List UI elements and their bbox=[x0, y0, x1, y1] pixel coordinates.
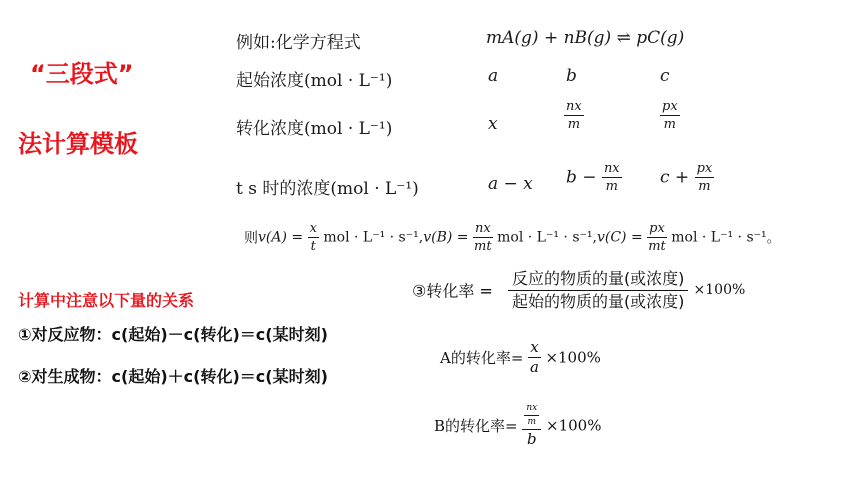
rate-unit: mol · L⁻¹ · s⁻¹ bbox=[671, 229, 767, 246]
title-line-1: “三段式” bbox=[30, 60, 134, 88]
rate-b-label: v(B) = bbox=[423, 229, 469, 246]
row-initial-c: c bbox=[660, 66, 670, 86]
frac-denominator: t bbox=[310, 239, 316, 254]
row-time-b-prefix: b − bbox=[566, 167, 597, 188]
frac-denominator: mt bbox=[648, 239, 666, 254]
a-conversion-label: A的转化率= bbox=[440, 349, 524, 367]
rate-unit: mol · L⁻¹ · s⁻¹ bbox=[323, 229, 419, 246]
frac-denominator: m bbox=[698, 179, 711, 194]
frac-numerator: x bbox=[530, 338, 539, 356]
notes-line-2: ②对生成物：c(起始)＋c(转化)＝c(某时刻) bbox=[18, 367, 328, 386]
row-initial-label: 起始浓度(mol · L⁻¹) bbox=[236, 71, 393, 91]
notes-line-1: ①对反应物：c(起始)－c(转化)＝c(某时刻) bbox=[18, 325, 328, 344]
frac-numerator: px bbox=[649, 221, 665, 236]
frac-denominator: m bbox=[527, 417, 537, 427]
title-line-2: 法计算模板 bbox=[18, 130, 138, 158]
a-conversion-formula bbox=[440, 340, 601, 375]
frac-denominator: mt bbox=[474, 239, 492, 254]
row-time-b bbox=[566, 162, 622, 193]
frac-numerator: nx bbox=[603, 161, 620, 176]
row-change-a: x bbox=[488, 114, 498, 134]
example-label: 例如:化学方程式 bbox=[236, 33, 361, 53]
row-change-label: 转化浓度(mol · L⁻¹) bbox=[236, 119, 393, 139]
row-initial-a: a bbox=[488, 66, 499, 86]
frac-numerator: x bbox=[309, 221, 317, 236]
rate-a-label: v(A) = bbox=[258, 229, 304, 246]
rate-end: 。 bbox=[766, 230, 781, 247]
frac-numerator: nx bbox=[524, 404, 539, 416]
row-time-c bbox=[660, 162, 714, 193]
b-conversion-formula bbox=[434, 404, 601, 447]
row-time-c-prefix: c + bbox=[660, 167, 690, 188]
rate-unit: mol · L⁻¹ · s⁻¹ bbox=[497, 229, 593, 246]
frac-denominator: m bbox=[567, 117, 581, 132]
chemical-equation: mA(g) + nB(g) ⇌ pC(g) bbox=[486, 28, 685, 48]
row-change-c-fraction bbox=[660, 100, 680, 131]
frac-denominator: b bbox=[527, 430, 537, 448]
frac-denominator: m bbox=[605, 179, 618, 194]
rate-c-label: v(C) = bbox=[596, 229, 643, 246]
frac-numerator: px bbox=[696, 161, 713, 176]
conversion-numerator: 反应的物质的量(或浓度) bbox=[508, 270, 689, 291]
conversion-times: ×100% bbox=[693, 282, 746, 299]
frac-numerator: nx bbox=[566, 99, 582, 114]
rate-prefix: 则 bbox=[244, 230, 258, 247]
row-change-b-fraction bbox=[564, 100, 584, 131]
frac-denominator: m bbox=[663, 117, 676, 132]
row-time-label: t s 时的浓度(mol · L⁻¹) bbox=[236, 179, 419, 199]
conversion-rate-formula bbox=[412, 270, 745, 310]
b-conversion-times: ×100% bbox=[546, 416, 602, 435]
conversion-label: ③转化率 = bbox=[412, 281, 493, 301]
frac-numerator: nx bbox=[474, 221, 491, 236]
frac-numerator bbox=[522, 404, 541, 430]
a-conversion-times: ×100% bbox=[545, 348, 601, 367]
row-time-a: a − x bbox=[488, 174, 533, 194]
rate-expressions: 则v(A) = $\frac{x}{t}$ mol · L⁻¹ · s⁻¹,v(B) = $\frac{nx}{mt}$ mol · L⁻¹ · s⁻¹,v(C) = $\frac{px}{mt}$ mol · L⁻¹ · s⁻¹。 bbox=[244, 221, 781, 254]
notes-heading: 计算中注意以下量的关系 bbox=[18, 291, 195, 310]
row-initial-b: b bbox=[566, 66, 577, 86]
b-conversion-label: B的转化率= bbox=[434, 417, 518, 435]
conversion-denominator: 起始的物质的量(或浓度) bbox=[511, 291, 685, 311]
frac-numerator: px bbox=[662, 99, 678, 114]
frac-denominator: a bbox=[529, 358, 539, 376]
